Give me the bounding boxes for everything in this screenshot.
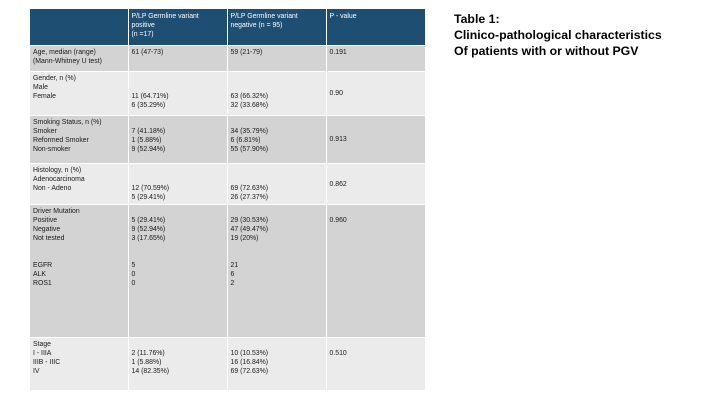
value-text: 69 (72.63%) — [230, 185, 269, 192]
pvalue-cell — [326, 338, 425, 391]
value-text: 7 (41.18%) — [131, 128, 166, 135]
header-text: P/LP Germline variant — [230, 13, 298, 20]
row-label — [30, 338, 128, 391]
negative-cell — [227, 116, 326, 164]
pvalue-text: 0.90 — [329, 90, 343, 97]
negative-cell — [227, 72, 326, 116]
positive-cell — [128, 164, 227, 205]
label-text: EGFR — [33, 262, 53, 269]
header-row — [30, 9, 425, 46]
label-text: Non - Adeno — [33, 185, 72, 192]
table-row-driver-mutation — [30, 205, 425, 338]
pvalue-text: 0.862 — [329, 180, 347, 188]
pvalue-cell — [326, 116, 425, 164]
pvalue-text: 0.913 — [329, 136, 347, 143]
header-empty — [30, 9, 128, 46]
positive-cell — [128, 72, 227, 116]
characteristics-table — [30, 9, 425, 391]
value-text: 6 (6.81%) — [230, 137, 261, 144]
positive-cell — [128, 205, 227, 338]
label-text: Negative — [33, 226, 61, 233]
negative-cell — [227, 164, 326, 205]
table-row-stage — [30, 338, 425, 391]
value-text: 1 (5.88%) — [131, 359, 162, 366]
value-text: 2 — [230, 280, 235, 287]
caption-line: Clinico-pathological characteristics — [454, 28, 662, 42]
row-label — [30, 46, 128, 72]
label-text: Not tested — [33, 235, 65, 242]
label-text: Reformed Smoker — [33, 137, 89, 144]
pvalue-text: 0.510 — [329, 350, 347, 357]
caption-line: Table 1: — [454, 12, 500, 26]
header-text: P - value — [329, 13, 357, 20]
table-row-histology — [30, 164, 425, 205]
row-label — [30, 164, 128, 205]
value-text: 5 (29.41%) — [131, 217, 166, 224]
negative-cell — [227, 338, 326, 391]
label-text: ROS1 — [33, 280, 52, 287]
label-text: ALK — [33, 271, 47, 278]
table-caption — [454, 11, 714, 59]
value-text: 14 (82.35%) — [131, 368, 170, 375]
value-text: 61 (47-73) — [131, 49, 164, 56]
value-text: 55 (57.90%) — [230, 146, 269, 153]
value-text: 5 — [131, 262, 136, 269]
value-text: 0 — [131, 280, 136, 287]
value-text: 19 (20%) — [230, 235, 259, 242]
value-text: 1 (5.88%) — [131, 137, 162, 144]
header-positive — [128, 9, 227, 46]
header-text: (n =17) — [131, 31, 154, 38]
label-text: (Mann-Whitney U test) — [33, 58, 102, 65]
label-text: Driver Mutation — [33, 208, 80, 215]
table-row-smoking — [30, 116, 425, 164]
pvalue-text: 0.960 — [329, 217, 347, 224]
pvalue-cell — [326, 164, 425, 205]
row-label — [30, 116, 128, 164]
pvalue-cell — [326, 46, 425, 72]
value-text: 47 (49.47%) — [230, 226, 269, 233]
label-text: Female — [33, 93, 56, 100]
value-text: 3 (17.65%) — [131, 235, 166, 242]
value-text: 21 — [230, 262, 239, 269]
value-text: 29 (30.53%) — [230, 217, 269, 224]
header-text: negative (n = 95) — [230, 22, 283, 29]
label-text: Age, median (range) — [33, 49, 96, 56]
value-text: 69 (72.63%) — [230, 368, 269, 375]
value-text: 34 (35.79%) — [230, 128, 269, 135]
header-negative — [227, 9, 326, 46]
label-text: Male — [33, 84, 48, 91]
row-label — [30, 72, 128, 116]
label-text: Adenocarcinoma — [33, 176, 85, 183]
negative-cell — [227, 205, 326, 338]
positive-cell — [128, 338, 227, 391]
label-text: IIIB - IIIC — [33, 359, 61, 366]
label-text: IV — [33, 368, 40, 375]
caption-line: Of patients with or without PGV — [454, 44, 639, 58]
negative-cell — [227, 46, 326, 72]
label-text: Smoker — [33, 128, 57, 135]
label-text: Stage — [33, 341, 52, 348]
label-text: Non-smoker — [33, 146, 71, 153]
label-text: Gender, n (%) — [33, 75, 76, 82]
pvalue-text: 0.191 — [329, 49, 347, 56]
table-row-gender — [30, 72, 425, 116]
row-label — [30, 205, 128, 338]
header-pvalue — [326, 9, 425, 46]
pvalue-cell — [326, 72, 425, 116]
value-text: 6 (35.29%) — [131, 102, 166, 109]
value-text: 32 (33.68%) — [230, 102, 269, 109]
label-text: Histology, n (%) — [33, 167, 82, 174]
positive-cell — [128, 116, 227, 164]
value-text: 2 (11.76%) — [131, 350, 165, 357]
value-text: 63 (66.32%) — [230, 93, 269, 100]
value-text: 16 (16.84%) — [230, 359, 269, 366]
value-text: 10 (10.53%) — [230, 350, 269, 357]
label-text: Positive — [33, 217, 58, 224]
value-text: 26 (27.37%) — [230, 194, 269, 201]
value-text: 11 (64.71%) — [131, 93, 169, 100]
pvalue-cell — [326, 205, 425, 338]
table-row-age — [30, 46, 425, 72]
header-text: P/LP Germline variant — [131, 13, 199, 20]
label-text: I - IIIA — [33, 350, 52, 357]
value-text: 6 — [230, 271, 235, 278]
label-text: Smoking Status, n (%) — [33, 119, 102, 126]
positive-cell — [128, 46, 227, 72]
value-text: 9 (52.94%) — [131, 226, 166, 233]
value-text: 9 (52.94%) — [131, 146, 166, 153]
value-text: 59 (21-79) — [230, 49, 263, 56]
value-text: 0 — [131, 271, 136, 278]
value-text: 12 (70.59%) — [131, 185, 170, 192]
header-text: positive — [131, 22, 155, 29]
value-text: 5 (29.41%) — [131, 194, 166, 201]
